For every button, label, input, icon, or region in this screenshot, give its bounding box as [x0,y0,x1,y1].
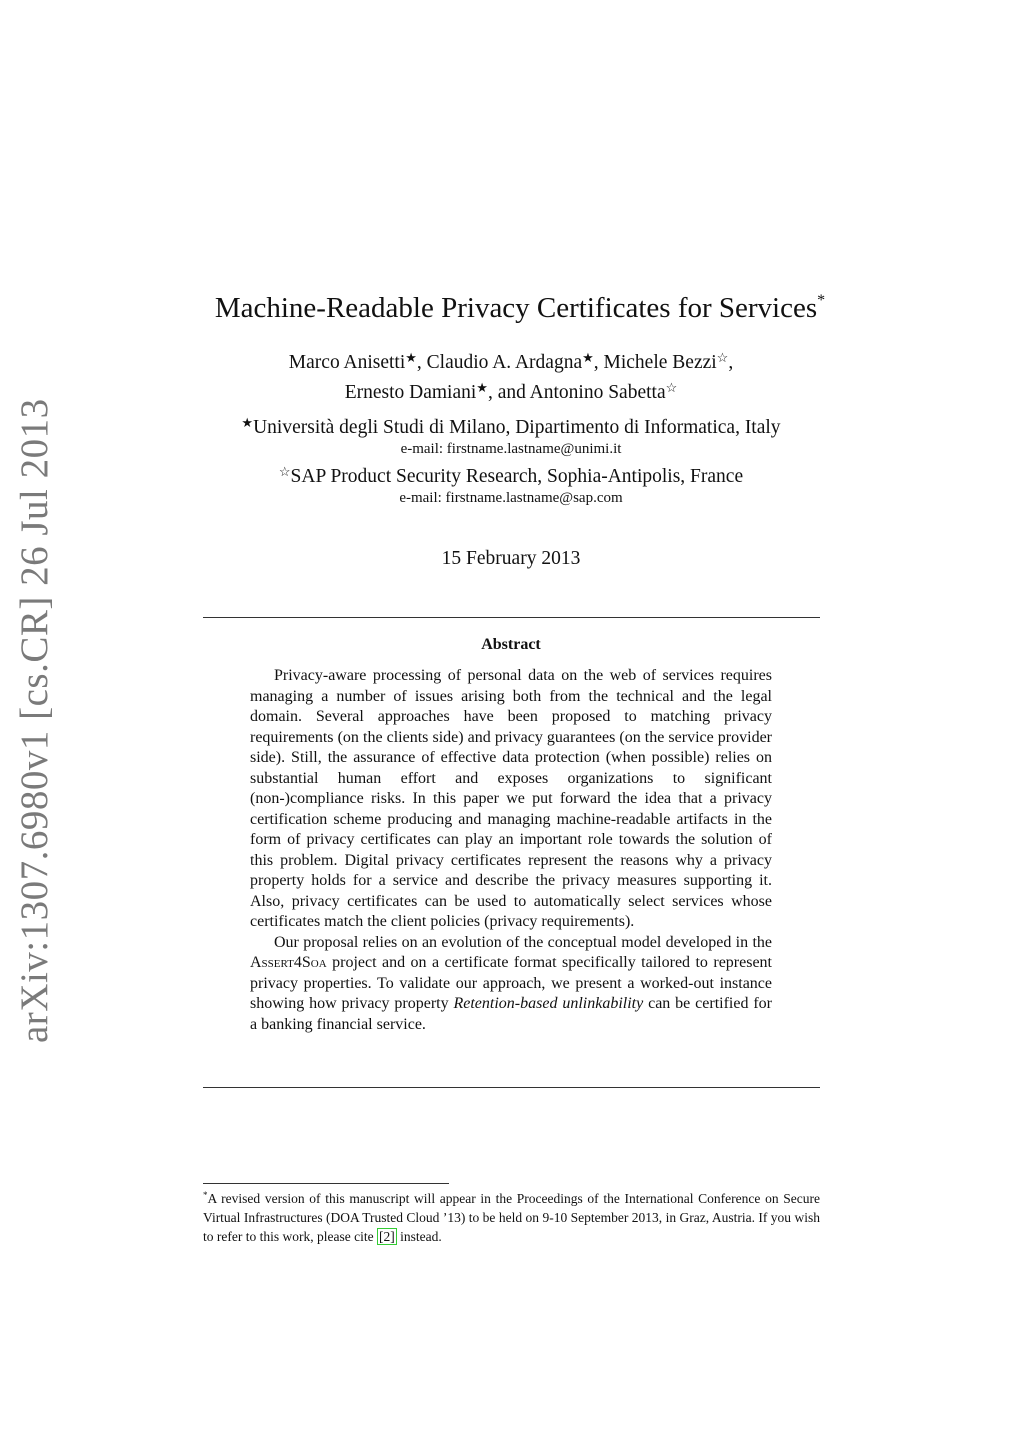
author-separator: , [593,352,604,373]
paper-date: 15 February 2013 [441,548,581,569]
author-name: Ernesto Damiani [344,382,477,403]
footnote-text: A revised version of this manuscript will appear in the Proceedings of the International Conference on Secure Virtual Infrastructures (DOA Trusted Cloud ’13) to be held on 9-10 September 2013, in Graz, Austria. If you wish to refer to this work, please cite [203,1191,820,1244]
author-separator: , [416,352,427,373]
affiliation-symbol: ☆ [665,380,678,395]
author-separator: , and [487,382,530,403]
affiliation-milano [200,411,822,440]
author-line-1 [200,345,822,375]
affiliation-symbol: ☆ [716,350,729,365]
abstract-bottom-rule [203,1087,820,1088]
affiliation-sap [200,460,822,489]
affiliation-name: SAP Product Security Research, Sophia-Antipolis, France [290,466,744,487]
affiliation-symbol: ★ [405,350,417,365]
affiliation-symbol: ☆ [278,464,291,479]
title-footnote-mark: * [817,292,826,309]
paper-title [200,283,840,326]
author-name: Marco Anisetti [288,352,406,373]
footnote-text: instead. [396,1229,442,1244]
abstract-top-rule [203,617,820,618]
footnote-rule [203,1183,449,1184]
affiliation-symbol: ★ [241,415,254,430]
arxiv-identifier-stamp: arXiv:1307.6980v1 [cs.CR] 26 Jul 2013 [13,398,56,1043]
property-name: Retention-based unlinkability [453,995,644,1012]
citation-link[interactable]: [2] [378,1229,395,1244]
author-line-2 [200,375,822,405]
abstract-text: Our proposal relies on an evolution of the conceptual model developed in the [274,933,772,951]
affiliation-symbol: ★ [476,380,488,395]
paper-title-text: Machine-Readable Privacy Certificates for Services [214,292,818,324]
footnote [203,1186,820,1246]
author-list [200,345,822,405]
email-sap: e-mail: firstname.lastname@sap.com [399,490,623,506]
abstract-paragraph-1: Privacy-aware processing of personal data on the web of services requires managing a number of issues arising both from the technical and the legal domain. Several approaches have been proposed to matching privacy requirements (on the clients side) and privacy guarantees (on the service provider side). Still, the assurance of effective data protection (when possible) relies on substantial human effort and exposes organizations to significant (non-)compliance risks. In this paper we put forward the idea that a privacy certification scheme producing and managing machine-readable artifacts in the form of privacy certificates can play an important role towards the solution of this problem. Digital privacy certificates represent the reasons why a privacy property holds for a service and describe the privacy measures supporting it. Also, privacy certificates can be used to automatically select services whose certificates match the client policies (privacy requirements). [250,667,772,930]
author-name: Antonino Sabetta [529,382,666,403]
abstract-text: project and on a certificate format specifically tailored to represent privacy properties. To validate our approach, we present a worked-out instance showing how privacy property [250,954,772,1012]
author-name: Claudio A. Ardagna [426,352,583,373]
author-name: Michele Bezzi [603,352,717,373]
affiliation-name: Università degli Studi di Milano, Dipartimento di Informatica, Italy [253,417,781,438]
affiliation-symbol: ★ [582,350,594,365]
abstract-body [250,666,772,1035]
abstract-text: can be certified for a banking financial service. [250,995,772,1033]
footnote-mark: * [203,1190,208,1200]
author-separator: , [728,352,734,373]
abstract-heading: Abstract [481,636,541,653]
project-name: Assert4Soa [250,954,327,971]
abstract-paragraph-2 [250,933,772,1036]
email-milano: e-mail: firstname.lastname@unimi.it [400,441,622,457]
